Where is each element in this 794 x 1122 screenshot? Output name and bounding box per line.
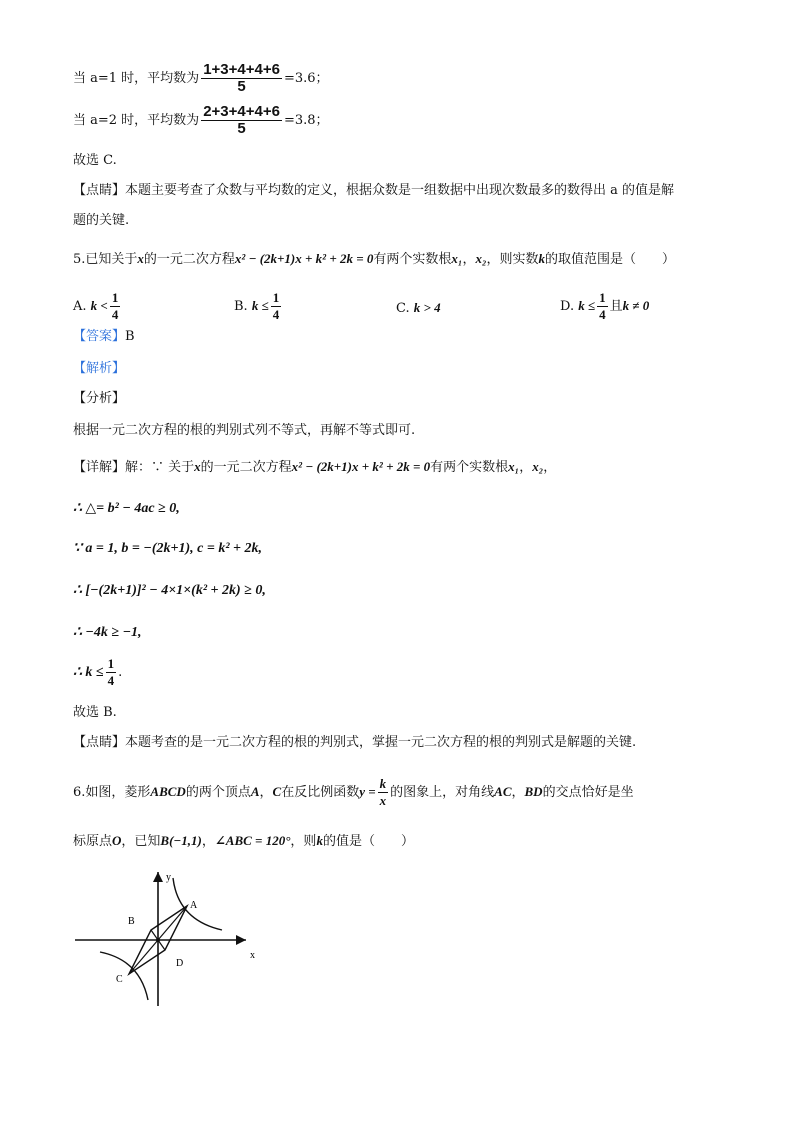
stem-text: 的一元二次方程 (143, 252, 235, 267)
math-var: BD (524, 784, 543, 799)
option-label: C. (396, 301, 410, 316)
root-x1: x₁ (508, 459, 520, 474)
stem-text: ，则 (290, 834, 317, 849)
separator: ， (462, 252, 476, 267)
average-result: =3.8； (283, 113, 329, 128)
stem-text: ，则实数 (486, 252, 539, 267)
stem-text: 的图象上，对角线 (390, 785, 495, 800)
step-expr: ∴ k ≤ (73, 665, 104, 680)
detail-text: 有两个实数根 (430, 460, 509, 475)
fraction-numerator: 1 (111, 290, 119, 305)
y-axis-label: y (166, 872, 171, 883)
fraction-denominator: 5 (237, 78, 246, 95)
fenxi-tag: 【分析】 (73, 391, 126, 406)
average-result: =3.6； (283, 71, 329, 86)
separator: ， (201, 834, 215, 849)
stem-text: 标原点 (73, 834, 113, 849)
fraction-denominator: 4 (599, 307, 606, 322)
math-var: AC (494, 784, 512, 799)
fraction-numerator: 1 (599, 290, 606, 305)
average-fraction (201, 104, 282, 137)
answer-line (73, 328, 135, 346)
stem-text: 的值是（ ） (322, 834, 414, 849)
solution-step-2: ∵ a = 1, b = −(2k+1), c = k² + 2k, (73, 541, 263, 556)
function-fraction (378, 776, 389, 809)
question-6-line-2 (73, 832, 414, 851)
choose-b-line: 故选 B. (73, 705, 117, 720)
math-var: C (272, 784, 282, 799)
fraction-denominator: x (379, 793, 387, 808)
math-var: ABCD (150, 784, 186, 799)
option-expr: k ≤ (578, 298, 596, 313)
fenxi-text: 根据一元二次方程的根的判别式列不等式，再解不等式即可. (73, 423, 416, 438)
fraction-denominator: 4 (111, 307, 119, 322)
math-var: A (250, 784, 260, 799)
stem-text: 的取值范围是（ ） (545, 252, 676, 267)
math-var: x (137, 251, 144, 266)
fraction-denominator: 5 (237, 120, 246, 137)
question-number: 5.已知关于 (73, 252, 138, 267)
option-c[interactable] (396, 299, 441, 318)
solution-step-1: ∴ △= b² − 4ac ≥ 0, (73, 501, 180, 516)
average-fraction (201, 62, 282, 95)
hyperbola-branch-q1 (173, 878, 222, 930)
solution-step-4: ∴ −4k ≥ −1, (73, 625, 142, 640)
average-line-1 (73, 62, 329, 95)
root-x1: x₁ (451, 251, 463, 266)
math-var: O (112, 833, 122, 848)
label-a: A (190, 900, 198, 911)
math-var: k (316, 833, 323, 848)
option-label: D. (560, 299, 575, 314)
fraction-numerator: 1+3+4+4+6 (203, 61, 280, 78)
fraction-numerator: 1 (272, 290, 280, 305)
answer-tag: 【答案】 (73, 329, 126, 344)
option-fraction (597, 290, 608, 323)
detail-text: 的一元二次方程 (200, 460, 292, 475)
comment-text: 本题考查的是一元二次方程的根的判别式，掌握一元二次方程的根的判别式是解题的关键. (125, 735, 637, 750)
separator: ， (543, 460, 557, 475)
step-fraction (106, 656, 117, 689)
option-expr: k < (90, 298, 108, 313)
question-5-stem (73, 250, 675, 269)
quadratic-equation: x² − (2k+1)x + k² + 2k = 0 (234, 251, 374, 266)
option-connector: 且 (609, 299, 623, 314)
option-fraction (271, 290, 282, 323)
comment-tag: 【点睛】 (73, 183, 126, 198)
answer-value: B (125, 329, 135, 344)
point-b-coords: B(−1,1) (160, 833, 202, 848)
option-expr: k > 4 (413, 300, 441, 315)
option-fraction (110, 290, 121, 323)
option-d[interactable] (560, 290, 649, 323)
label-d: D (176, 958, 184, 969)
origin-point (156, 938, 160, 942)
separator: ， (519, 460, 533, 475)
option-b[interactable] (234, 290, 283, 323)
fraction-denominator: 4 (272, 307, 280, 322)
label-b: B (128, 916, 135, 927)
solution-step-5 (73, 656, 122, 689)
comment-1-line-1 (73, 182, 674, 200)
average-prefix: 当 a=2 时，平均数为 (73, 113, 200, 128)
average-prefix: 当 a=1 时，平均数为 (73, 71, 200, 86)
question-6-line-1 (73, 776, 634, 809)
comment-2-line (73, 734, 636, 752)
root-x2: x₂ (475, 251, 487, 266)
x-axis-arrow (236, 935, 246, 945)
rhombus-hyperbola-figure (70, 868, 270, 1008)
detail-text: 解：∵ 关于 (125, 460, 195, 475)
question-number: 6.如图，菱形 (73, 785, 151, 800)
hyperbola-branch-q3 (100, 952, 148, 1000)
solution-step-3: ∴ [−(2k+1)]² − 4×1×(k² + 2k) ≥ 0, (73, 583, 266, 598)
analysis-tag: 【解析】 (73, 361, 126, 376)
option-label: B. (234, 299, 248, 314)
angle-expr: ∠ABC = 120° (214, 833, 291, 848)
choose-c-line: 故选 C. (73, 153, 117, 168)
quadratic-equation: x² − (2k+1)x + k² + 2k = 0 (291, 459, 431, 474)
fraction-numerator: k (379, 776, 387, 791)
option-expr: k ≤ (251, 298, 269, 313)
stem-text: ，已知 (121, 834, 161, 849)
math-var: k (538, 251, 546, 266)
y-axis-arrow (153, 872, 163, 882)
stem-text: 的交点恰好是坐 (542, 785, 634, 800)
option-a[interactable] (73, 290, 122, 323)
fraction-numerator: 2+3+4+4+6 (203, 103, 280, 120)
option-label: A. (73, 299, 87, 314)
stem-text: 的两个顶点 (185, 785, 251, 800)
separator: ， (511, 785, 525, 800)
stem-text: 在反比例函数 (281, 785, 360, 800)
comment-tag: 【点睛】 (73, 735, 126, 750)
label-c: C (116, 974, 123, 985)
comment-1-line-2: 题的关键. (73, 213, 130, 228)
detail-tag: 【详解】 (73, 460, 126, 475)
step-suffix: . (118, 665, 123, 680)
stem-text: 有两个实数根 (373, 252, 452, 267)
comment-text: 本题主要考查了众数与平均数的定义，根据众数是一组数据中出现次数最多的数得出 a 的值是解 (125, 183, 675, 198)
fraction-denominator: 4 (107, 673, 115, 688)
root-x2: x₂ (532, 459, 544, 474)
x-axis-label: x (250, 950, 255, 961)
detail-line (73, 458, 556, 477)
function-expr: y = (359, 784, 376, 799)
fraction-numerator: 1 (107, 656, 115, 671)
math-var: x (194, 459, 201, 474)
separator: ， (259, 785, 273, 800)
option-extra-expr: k ≠ 0 (622, 298, 650, 313)
average-line-2 (73, 104, 329, 137)
